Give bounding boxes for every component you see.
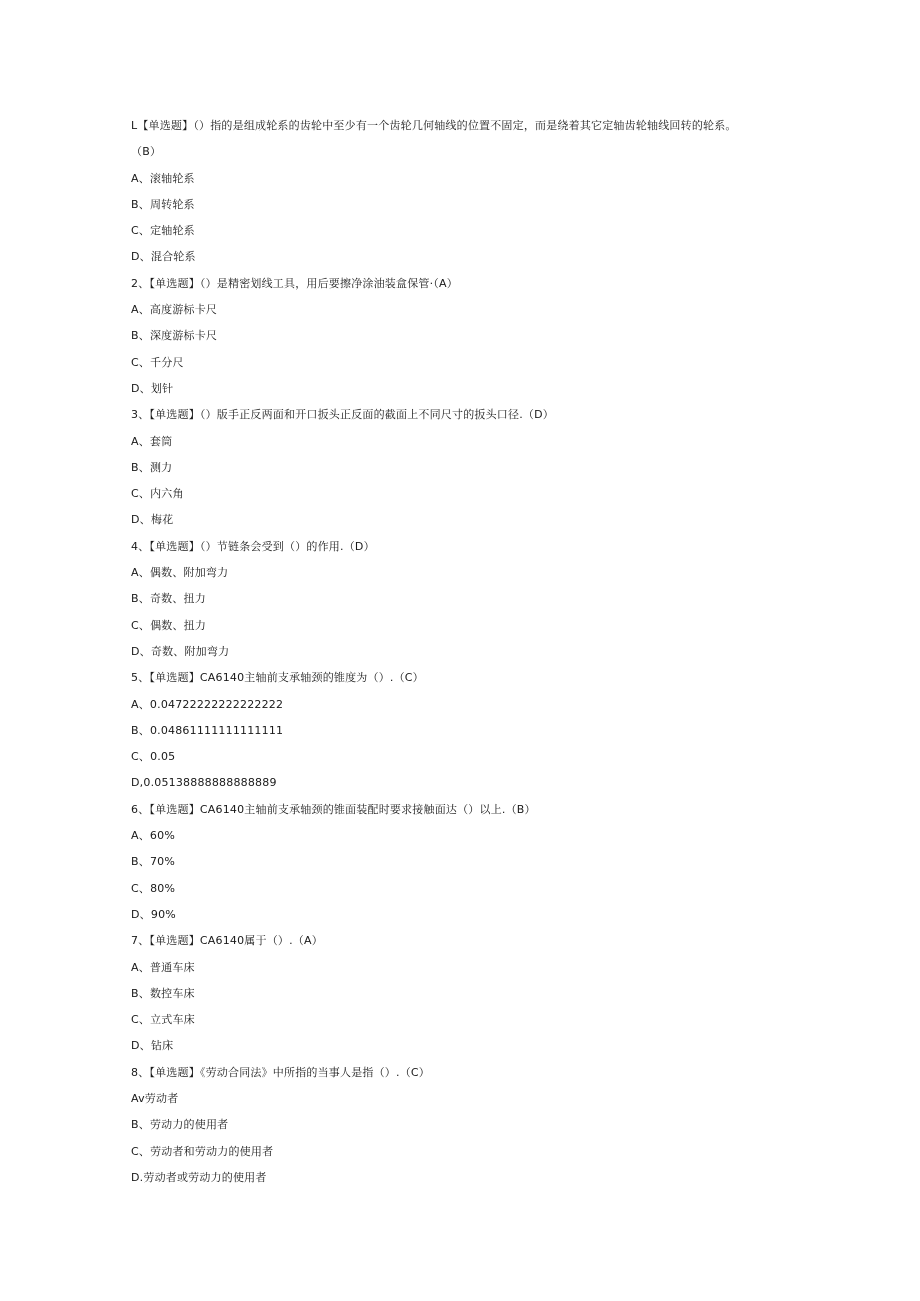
answer-option: D,0.05138888888888889 [131,776,277,790]
answer-option: D、梅花 [131,513,174,527]
answer-option: D、90% [131,907,176,921]
answer-option: C、80% [131,881,176,895]
answer-option: B、周转轮系 [131,197,195,211]
question-stem: 3、【单选题】（）版手正反两面和开口扳头正反面的截面上不同尺寸的扳头口径.（D） [131,408,554,422]
answer-option: B、70% [131,855,175,869]
answer-option: B、0.04861111111111111 [131,723,284,737]
question-block [131,402,751,533]
question-stem: 2、【单选题】（）是精密划线工具，用后要擦净涂油装盒保管·（A） [131,276,458,290]
answer-option: C、内六角 [131,487,184,501]
answer-option: D、划针 [131,381,174,395]
answer-option: B、数控车床 [131,986,195,1000]
answer-option: D、钻床 [131,1039,174,1053]
answer-option: C、定轴轮系 [131,224,195,238]
answer-option: D、奇数、附加弯力 [131,644,230,658]
answer-option: D、混合轮系 [131,250,196,264]
answer-option: C、劳动者和劳动力的使用者 [131,1144,274,1158]
question-block [131,665,751,796]
answer-option: C、偶数、扭力 [131,618,207,632]
answer-option: C、0.05 [131,750,176,764]
answer-option: C、千分尺 [131,355,184,369]
answer-option: B、奇数、扭力 [131,592,206,606]
question-stem: L【单选题】（）指的是组成轮系的齿轮中至少有一个齿轮几何轴线的位置不固定，而是绕着其它定轴齿轮轴线回转的轮系。（B） [131,119,737,159]
question-block [131,534,751,665]
question-stem: 7、【单选题】CA6140属于（）.（A） [131,934,323,948]
answer-option: A、普通车床 [131,960,195,974]
question-block [131,928,751,1059]
answer-option: Av劳动者 [131,1091,179,1105]
question-block [131,271,751,402]
answer-option: D.劳动者或劳动力的使用者 [131,1170,267,1184]
answer-option: B、测力 [131,460,173,474]
answer-option: A、滚轴轮系 [131,171,195,185]
question-stem: 6、【单选题】CA6140主轴前支承轴颈的锥面装配时要求接触面达（）以上.（B） [131,802,536,816]
answer-option: A、60% [131,829,175,843]
answer-option: C、立式车床 [131,1013,195,1027]
answer-option: B、劳动力的使用者 [131,1118,229,1132]
question-block [131,1060,751,1191]
answer-option: A、高度游标卡尺 [131,303,218,317]
answer-option: B、深度游标卡尺 [131,329,218,343]
question-stem: 4、【单选题】（）节链条会受到（）的作用.（D） [131,539,375,553]
answer-option: A、套筒 [131,434,173,448]
question-stem: 5、【单选题】CA6140主轴前支承轴颈的锥度为（）.（C） [131,671,424,685]
answer-option: A、偶数、附加弯力 [131,566,229,580]
question-block [131,113,751,271]
question-stem: 8、【单选题】《劳动合同法》中所指的当事人是指（）.（C） [131,1065,430,1079]
question-block [131,797,751,928]
answer-option: A、0.04722222222222222 [131,697,284,711]
question-list [131,113,751,1191]
